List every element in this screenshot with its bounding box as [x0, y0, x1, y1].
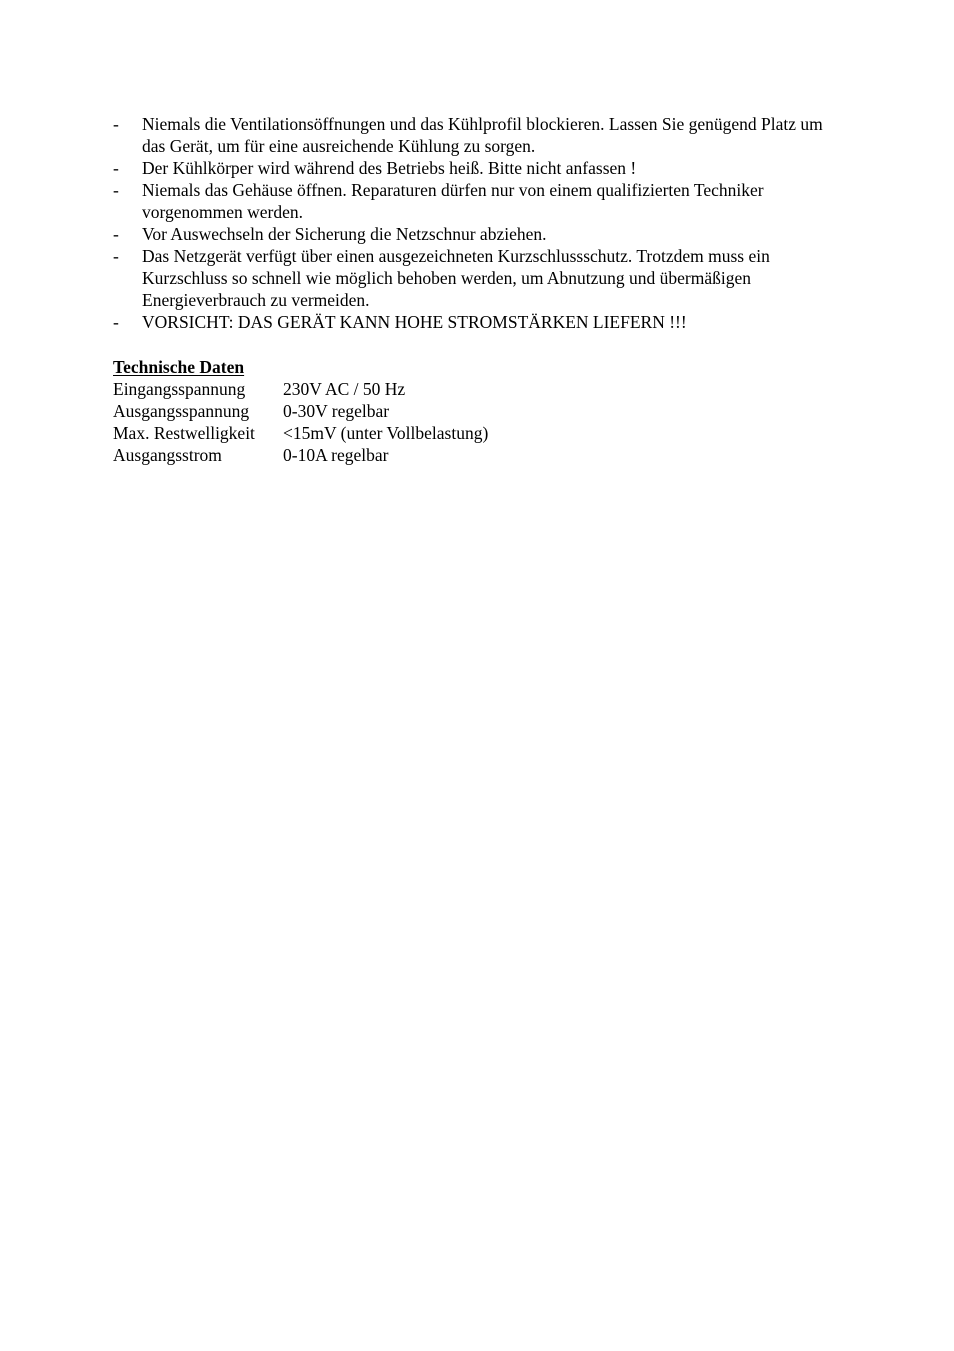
- warning-text: Niemals die Ventilationsöffnungen und das Kühlprofil blockieren. Lassen Sie genügend Platz um das Gerät, um für eine ausreichende Kühlung zu sorgen.: [142, 114, 823, 156]
- list-dash: -: [113, 246, 119, 266]
- technical-data-heading: Technische Daten: [113, 357, 245, 377]
- spec-label: Eingangsspannung: [113, 379, 246, 399]
- warning-text: VORSICHT: DAS GERÄT KANN HOHE STROMSTÄRKEN LIEFERN !!!: [142, 312, 687, 332]
- list-dash: -: [113, 180, 119, 200]
- warning-text: Niemals das Gehäuse öffnen. Reparaturen dürfen nur von einem qualifizierten Techniker vorgenommen werden.: [142, 180, 764, 222]
- spec-value: 0-30V regelbar: [283, 401, 390, 421]
- spec-row: [113, 444, 488, 466]
- spec-row: [113, 378, 488, 400]
- warning-item: [113, 245, 843, 311]
- spec-row: [113, 422, 488, 444]
- spec-row: [113, 400, 488, 422]
- safety-warnings-list: [113, 113, 843, 333]
- warning-item: [113, 113, 843, 157]
- warning-text: Der Kühlkörper wird während des Betriebs heiß. Bitte nicht anfassen !: [142, 158, 637, 178]
- list-dash: -: [113, 158, 119, 178]
- spec-value: 230V AC / 50 Hz: [283, 379, 406, 399]
- spec-label: Ausgangsspannung: [113, 401, 250, 421]
- spec-value: <15mV (unter Vollbelastung): [283, 423, 489, 443]
- warning-item: [113, 157, 843, 179]
- warning-item: [113, 311, 843, 333]
- warning-text: Vor Auswechseln der Sicherung die Netzschnur abziehen.: [142, 224, 547, 244]
- list-dash: -: [113, 312, 119, 332]
- list-dash: -: [113, 114, 119, 134]
- technical-data-section: [113, 356, 488, 466]
- warning-item: [113, 223, 843, 245]
- spec-value: 0-10A regelbar: [283, 445, 389, 465]
- warning-item: [113, 179, 843, 223]
- spec-label: Max. Restwelligkeit: [113, 423, 255, 443]
- spec-label: Ausgangsstrom: [113, 445, 222, 465]
- list-dash: -: [113, 224, 119, 244]
- warning-text: Das Netzgerät verfügt über einen ausgezeichneten Kurzschlussschutz. Trotzdem muss ein Kurzschluss so schnell wie möglich behoben werden, um Abnutzung und übermäßigen Energieverbrauch zu vermeiden.: [142, 246, 770, 310]
